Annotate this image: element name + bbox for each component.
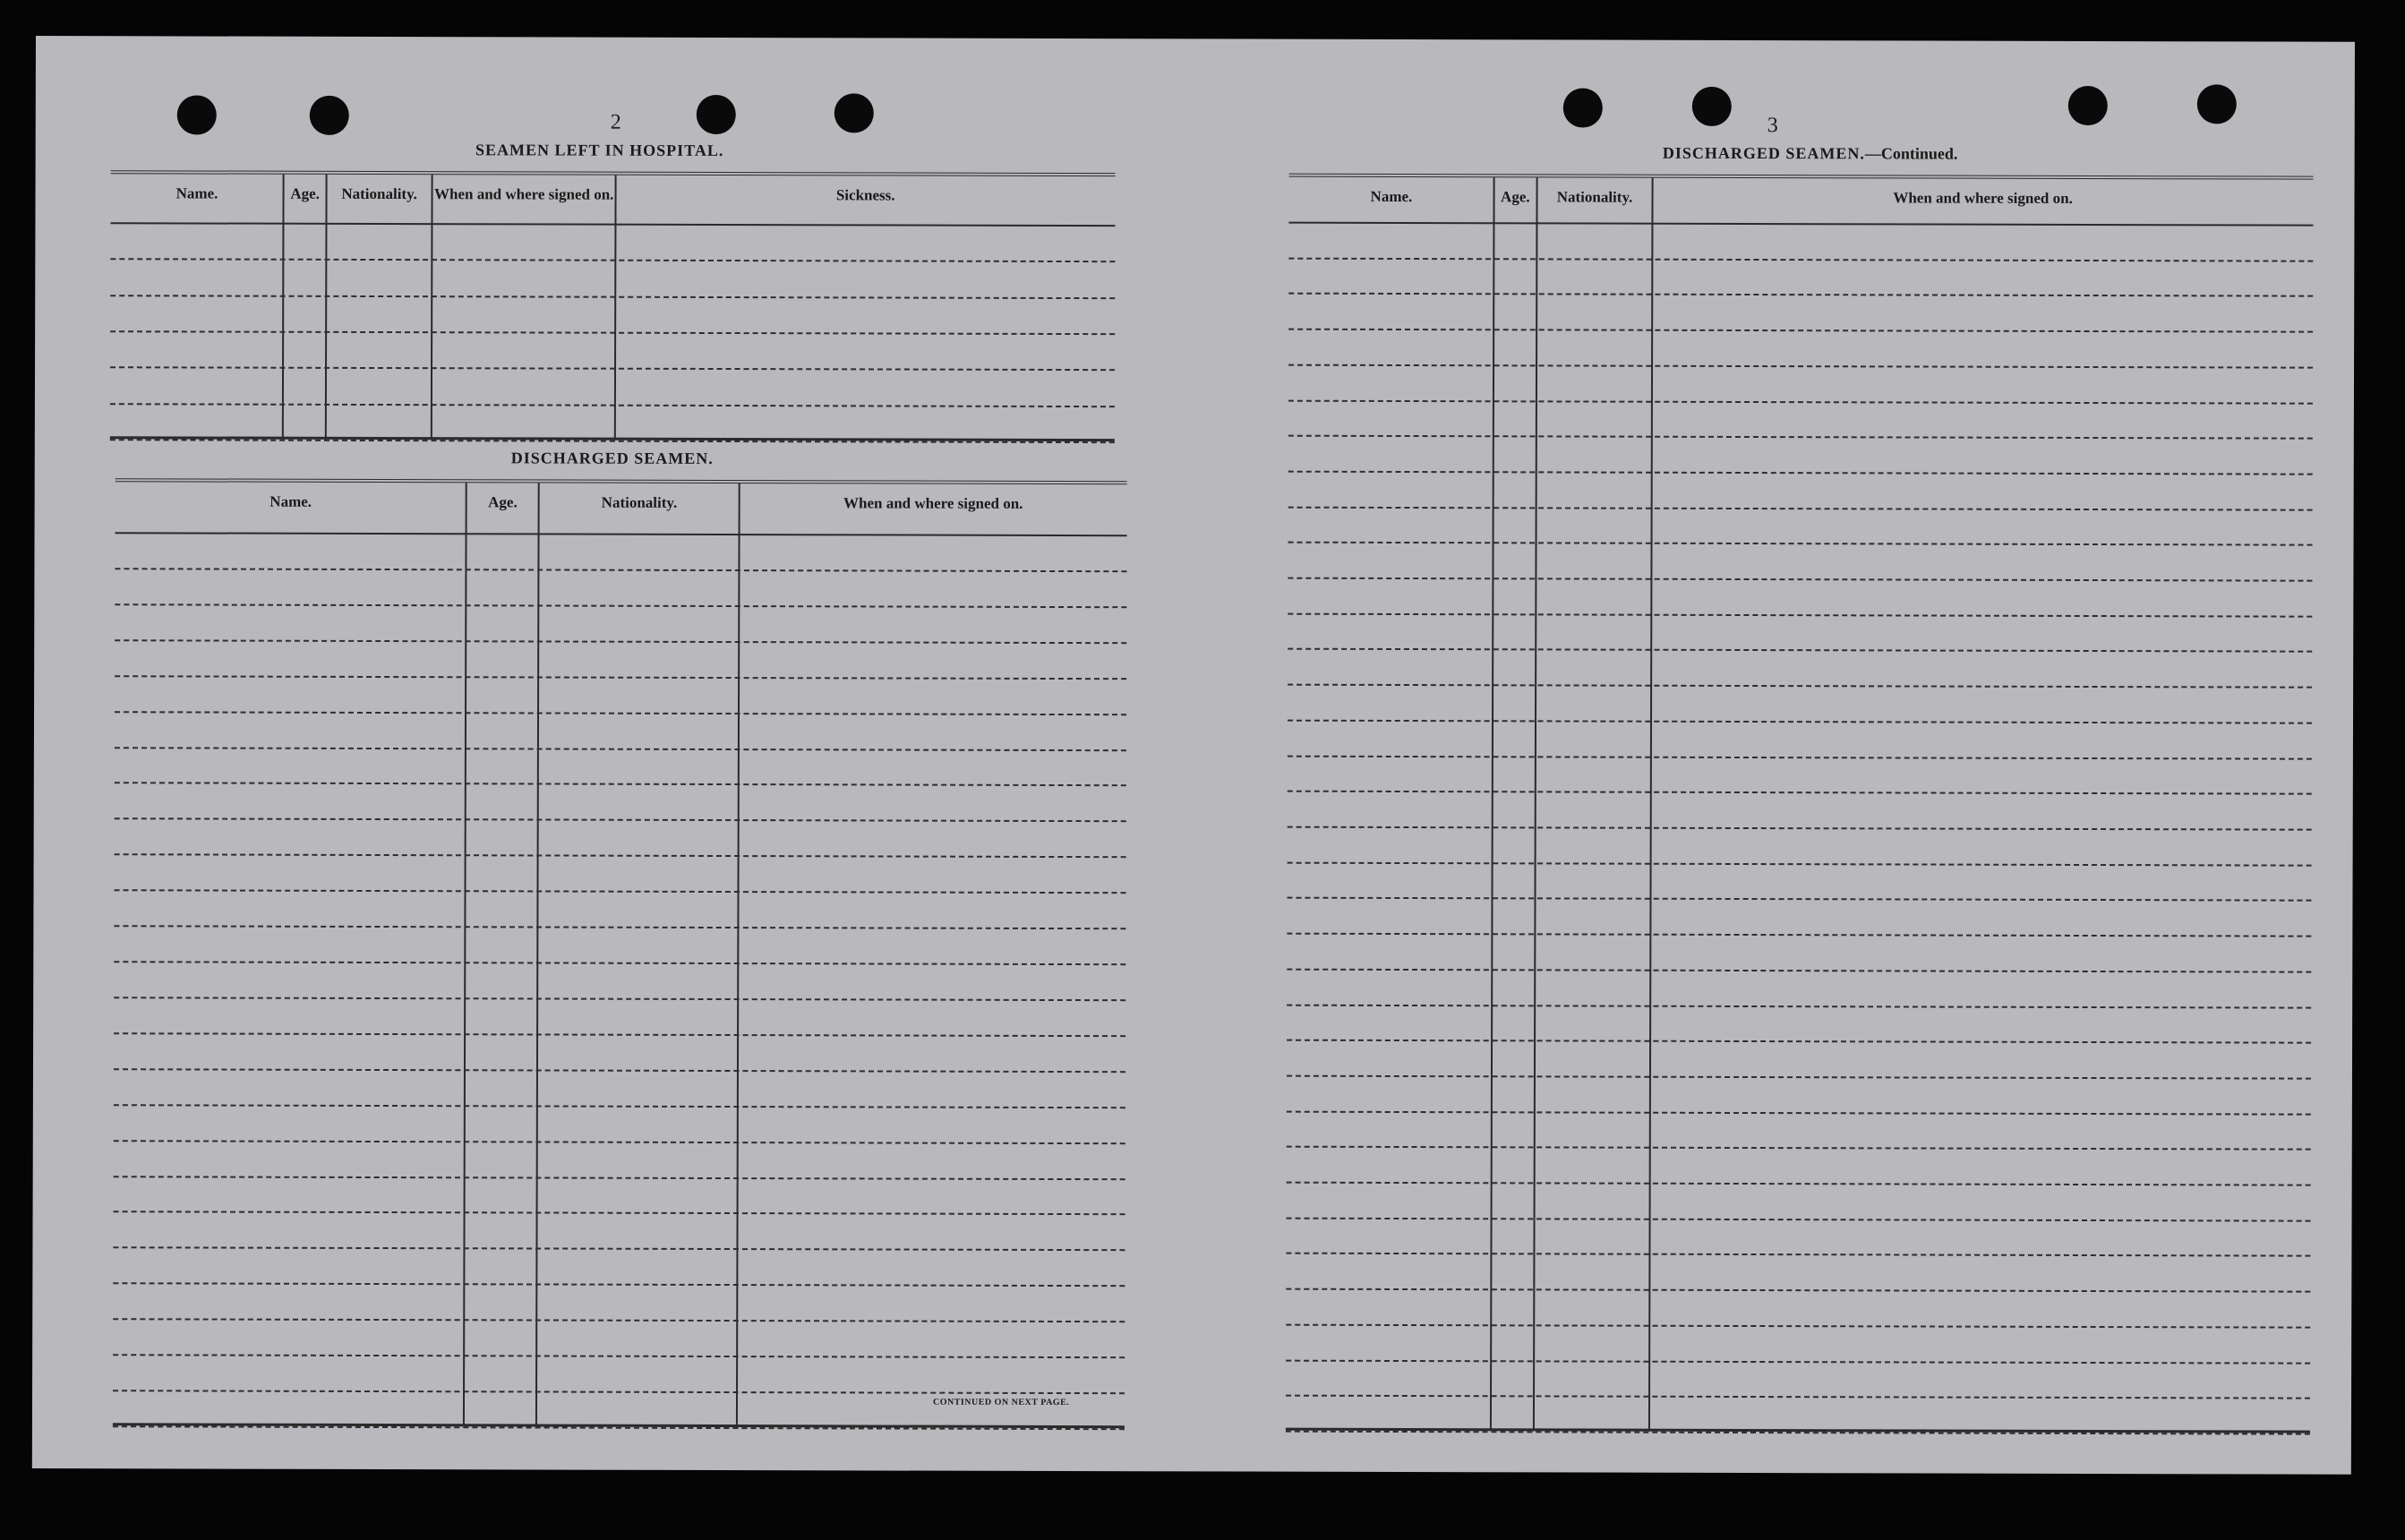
column-header-name: Name. xyxy=(175,184,218,202)
continued-suffix: —Continued. xyxy=(1864,144,1958,163)
table-row xyxy=(113,1354,1125,1358)
table-row xyxy=(1288,364,2313,368)
table-row xyxy=(1288,578,2312,582)
table-row xyxy=(115,783,1126,787)
column-header-when-and-where-signed-on: When and where signed on. xyxy=(843,494,1023,512)
table-row xyxy=(113,1283,1125,1288)
column-header-nationality: Nationality. xyxy=(1556,188,1633,206)
table-row xyxy=(115,853,1126,858)
table-row xyxy=(115,675,1126,680)
punch-hole-5 xyxy=(1563,88,1603,127)
punch-hole-6 xyxy=(1692,87,1732,126)
table-row xyxy=(1288,826,2312,831)
punch-hole-2 xyxy=(310,96,349,135)
table-row xyxy=(113,1318,1125,1322)
table-row xyxy=(110,367,1115,372)
column-header-age: Age. xyxy=(488,493,518,511)
punch-hole-8 xyxy=(2197,84,2237,124)
table-row xyxy=(110,330,1115,335)
table-row xyxy=(1287,1146,2311,1151)
table-row xyxy=(114,1104,1125,1108)
table-row xyxy=(1288,399,2313,404)
table-row xyxy=(1286,1359,2310,1364)
table-row xyxy=(114,1211,1125,1216)
table-row xyxy=(1288,506,2313,510)
punch-hole-1 xyxy=(177,95,217,134)
table-row xyxy=(114,889,1125,894)
table-row xyxy=(114,1176,1125,1180)
column-header-nationality: Nationality. xyxy=(601,493,678,511)
column-divider xyxy=(431,175,433,440)
column-header-age: Age. xyxy=(1501,188,1530,206)
punch-hole-7 xyxy=(2068,86,2108,125)
column-header-sickness: Sickness. xyxy=(835,186,895,204)
table-row xyxy=(114,1140,1125,1144)
column-divider xyxy=(614,175,617,441)
column-header-name: Name. xyxy=(1370,187,1413,206)
continued-on-next-page: CONTINUED ON NEXT PAGE. xyxy=(932,1397,1070,1408)
table-row xyxy=(1287,1217,2311,1221)
table-row xyxy=(1288,684,2312,689)
hospital-table xyxy=(110,170,1116,441)
column-header-when-and-where-signed-on: When and where signed on. xyxy=(433,185,614,203)
table-row xyxy=(1288,329,2313,333)
table-row xyxy=(1288,542,2313,546)
column-header-age: Age. xyxy=(290,184,320,202)
table-row xyxy=(1287,1182,2311,1186)
table-row xyxy=(1287,897,2311,902)
discharged-continued-title xyxy=(1307,143,2314,165)
hospital-title: SEAMEN LEFT IN HOSPITAL. xyxy=(475,141,724,160)
table-row xyxy=(1288,755,2312,759)
page-number-left: 2 xyxy=(610,110,621,134)
table-row xyxy=(115,747,1126,751)
column-header-nationality: Nationality. xyxy=(341,184,417,203)
discharged-table xyxy=(113,478,1127,1428)
table-row xyxy=(114,925,1125,929)
table-row xyxy=(1288,861,2312,866)
table-row xyxy=(1287,933,2311,937)
punch-hole-3 xyxy=(697,95,736,134)
column-divider xyxy=(282,175,285,440)
table-row xyxy=(1286,1324,2310,1329)
table-row xyxy=(1287,1004,2311,1008)
table-row xyxy=(110,259,1115,263)
table-row xyxy=(1286,1288,2310,1293)
column-divider xyxy=(325,175,328,440)
page-number-right: 3 xyxy=(1767,114,1778,138)
table-row xyxy=(1287,1040,2311,1044)
table-row xyxy=(1288,257,2313,261)
table-row xyxy=(114,997,1125,1001)
table-row xyxy=(1286,1395,2310,1399)
punch-hole-4 xyxy=(834,93,874,133)
table-row xyxy=(114,1032,1125,1037)
table-row xyxy=(115,568,1126,572)
table-row xyxy=(1288,435,2313,440)
table-row xyxy=(113,1247,1125,1252)
table-row xyxy=(1288,648,2312,653)
table-row xyxy=(1288,612,2312,617)
table-row xyxy=(1288,791,2312,795)
discharged-title: DISCHARGED SEAMEN. xyxy=(510,449,714,467)
table-row xyxy=(1286,1253,2310,1257)
column-header-when-and-where-signed-on: When and where signed on. xyxy=(1893,189,2073,207)
table-row xyxy=(113,1390,1125,1394)
table-row xyxy=(1287,968,2311,972)
table-row xyxy=(1287,1075,2311,1080)
table-row xyxy=(1288,471,2313,475)
table-row xyxy=(1287,1110,2311,1115)
column-header-name: Name. xyxy=(270,492,312,510)
table-row xyxy=(115,711,1126,715)
table-row xyxy=(115,603,1126,608)
table-row xyxy=(115,818,1126,823)
table-row xyxy=(114,961,1125,965)
table-row xyxy=(115,639,1126,644)
table-row xyxy=(110,403,1115,407)
table-row xyxy=(110,295,1115,299)
table-row xyxy=(114,1068,1125,1073)
document-sheet xyxy=(32,36,2355,1475)
table-row xyxy=(1288,720,2312,724)
discharged-continued-title-main: DISCHARGED SEAMEN. xyxy=(1662,143,1865,163)
discharged-continued-table xyxy=(1286,174,2314,1433)
table-row xyxy=(1288,293,2313,297)
